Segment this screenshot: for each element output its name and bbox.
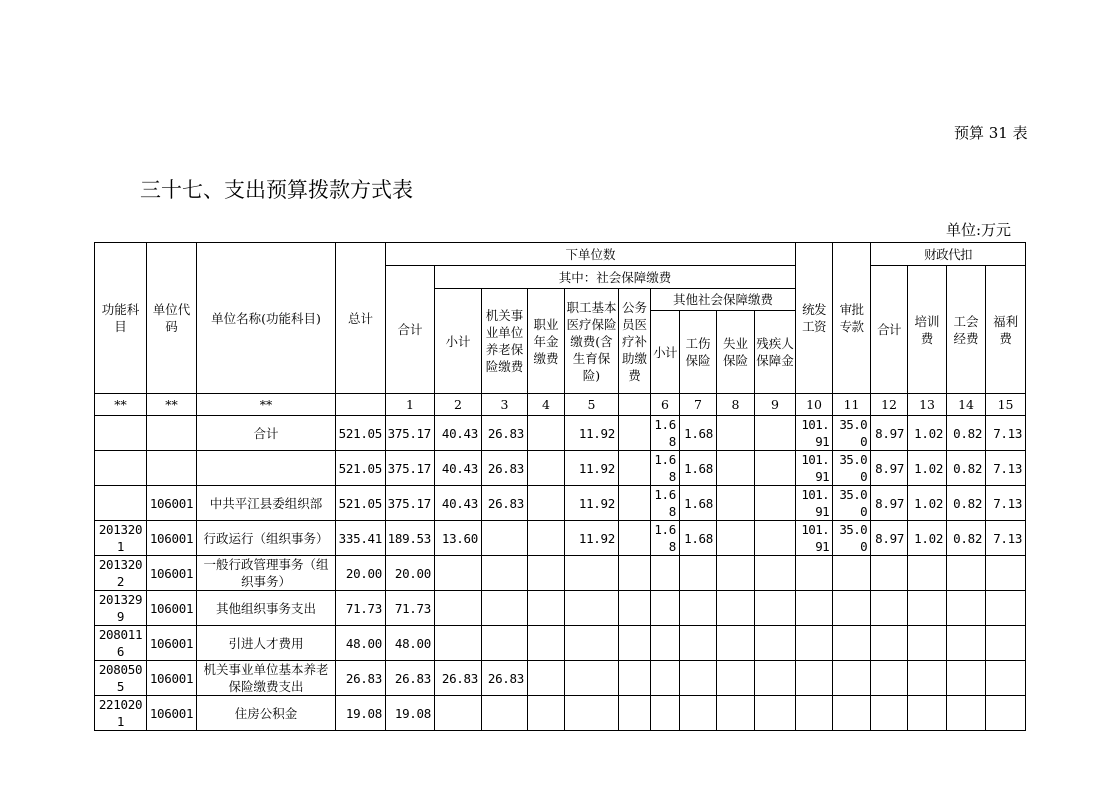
- value-cell: 20.00: [336, 556, 386, 591]
- value-cell: 8.97: [871, 451, 908, 486]
- index-cell: 12: [871, 394, 908, 416]
- value-cell: [833, 556, 871, 591]
- value-cell: 8.97: [871, 521, 908, 556]
- unit-code-cell: 106001: [147, 486, 197, 521]
- value-cell: [755, 556, 796, 591]
- value-cell: 7.13: [986, 486, 1026, 521]
- value-cell: 101.91: [796, 416, 833, 451]
- value-cell: [796, 696, 833, 731]
- value-cell: 0.82: [947, 486, 986, 521]
- value-cell: 1.02: [908, 521, 947, 556]
- value-cell: [908, 626, 947, 661]
- value-cell: [619, 556, 651, 591]
- value-cell: [435, 591, 482, 626]
- header-sub-total: 合计: [386, 266, 435, 394]
- value-cell: 26.83: [482, 416, 528, 451]
- value-cell: 101.91: [796, 486, 833, 521]
- value-cell: [717, 451, 755, 486]
- value-cell: [528, 416, 565, 451]
- value-cell: 521.05: [336, 486, 386, 521]
- value-cell: [833, 661, 871, 696]
- header-injury: 工伤保险: [680, 311, 717, 394]
- value-cell: [482, 626, 528, 661]
- value-cell: [482, 591, 528, 626]
- index-cell: 14: [947, 394, 986, 416]
- value-cell: [651, 626, 680, 661]
- index-cell: 11: [833, 394, 871, 416]
- value-cell: 20.00: [386, 556, 435, 591]
- index-cell: 9: [755, 394, 796, 416]
- unit-code-cell: 106001: [147, 521, 197, 556]
- unit-code-cell: 106001: [147, 696, 197, 731]
- index-cell: 15: [986, 394, 1026, 416]
- value-cell: [528, 451, 565, 486]
- value-cell: 48.00: [336, 626, 386, 661]
- value-cell: 7.13: [986, 451, 1026, 486]
- value-cell: [986, 696, 1026, 731]
- value-cell: [755, 451, 796, 486]
- header-ss-subtotal: 小计: [435, 289, 482, 394]
- value-cell: [833, 696, 871, 731]
- index-cell: **: [197, 394, 336, 416]
- value-cell: [565, 626, 619, 661]
- value-cell: 71.73: [336, 591, 386, 626]
- header-social-security: 其中：社会保障缴费: [435, 266, 796, 289]
- value-cell: 1.68: [680, 416, 717, 451]
- table-row: [95, 661, 1026, 696]
- value-cell: [482, 556, 528, 591]
- value-cell: [619, 696, 651, 731]
- value-cell: [755, 591, 796, 626]
- value-cell: 1.68: [651, 486, 680, 521]
- value-cell: 40.43: [435, 416, 482, 451]
- value-cell: [651, 591, 680, 626]
- value-cell: 0.82: [947, 451, 986, 486]
- table-row: [95, 591, 1026, 626]
- unit-name-cell: 行政运行（组织事务）: [197, 521, 336, 556]
- value-cell: [717, 486, 755, 521]
- value-cell: 40.43: [435, 451, 482, 486]
- index-cell: 2: [435, 394, 482, 416]
- value-cell: [908, 556, 947, 591]
- table-row: [95, 626, 1026, 661]
- value-cell: [619, 521, 651, 556]
- value-cell: 375.17: [386, 486, 435, 521]
- value-cell: [717, 556, 755, 591]
- header-sub-units: 下单位数: [386, 243, 796, 266]
- value-cell: 1.02: [908, 451, 947, 486]
- func-code-cell: 2080116: [95, 626, 147, 661]
- value-cell: 40.43: [435, 486, 482, 521]
- header-total: 总计: [336, 243, 386, 394]
- value-cell: [565, 591, 619, 626]
- value-cell: [871, 591, 908, 626]
- index-cell: 10: [796, 394, 833, 416]
- unit-code-cell: 106001: [147, 556, 197, 591]
- unit-code-cell: [147, 416, 197, 451]
- index-cell: **: [147, 394, 197, 416]
- value-cell: [565, 696, 619, 731]
- value-cell: 1.68: [680, 521, 717, 556]
- value-cell: [871, 696, 908, 731]
- value-cell: [528, 556, 565, 591]
- value-cell: 48.00: [386, 626, 435, 661]
- value-cell: [619, 626, 651, 661]
- table-row: [95, 451, 1026, 486]
- index-row: [95, 394, 1026, 416]
- value-cell: [565, 556, 619, 591]
- value-cell: 1.68: [651, 451, 680, 486]
- value-cell: 35.00: [833, 486, 871, 521]
- value-cell: [947, 696, 986, 731]
- value-cell: 375.17: [386, 416, 435, 451]
- func-code-cell: 2013299: [95, 591, 147, 626]
- table-body: [95, 416, 1026, 731]
- value-cell: [755, 661, 796, 696]
- value-cell: 101.91: [796, 521, 833, 556]
- value-cell: [619, 486, 651, 521]
- value-cell: 1.68: [651, 416, 680, 451]
- value-cell: [528, 696, 565, 731]
- value-cell: 26.83: [435, 661, 482, 696]
- value-cell: [755, 521, 796, 556]
- header-func-code: 功能科目: [95, 243, 147, 394]
- func-code-cell: 2013202: [95, 556, 147, 591]
- func-code-cell: 2013201: [95, 521, 147, 556]
- value-cell: 11.92: [565, 486, 619, 521]
- value-cell: 26.83: [336, 661, 386, 696]
- unit-code-cell: 106001: [147, 661, 197, 696]
- header-union: 工会经费: [947, 266, 986, 394]
- table-row: [95, 696, 1026, 731]
- value-cell: [717, 661, 755, 696]
- index-cell: 5: [565, 394, 619, 416]
- value-cell: 335.41: [336, 521, 386, 556]
- value-cell: 19.08: [386, 696, 435, 731]
- value-cell: [755, 626, 796, 661]
- value-cell: [947, 556, 986, 591]
- value-cell: [833, 591, 871, 626]
- value-cell: 1.68: [680, 451, 717, 486]
- header-unit-name: 单位名称(功能科目): [197, 243, 336, 394]
- unit-name-cell: 机关事业单位基本养老保险缴费支出: [197, 661, 336, 696]
- table-row: [95, 416, 1026, 451]
- value-cell: [908, 696, 947, 731]
- value-cell: 0.82: [947, 416, 986, 451]
- unit-name-cell: 引进人才费用: [197, 626, 336, 661]
- value-cell: 35.00: [833, 451, 871, 486]
- index-cell: 4: [528, 394, 565, 416]
- header-unit-code: 单位代码: [147, 243, 197, 394]
- value-cell: [528, 591, 565, 626]
- table-row: [95, 486, 1026, 521]
- value-cell: 375.17: [386, 451, 435, 486]
- value-cell: [871, 556, 908, 591]
- index-cell: 1: [386, 394, 435, 416]
- header-civil-medical: 公务员医疗补助缴费: [619, 289, 651, 394]
- value-cell: [619, 591, 651, 626]
- value-cell: [680, 661, 717, 696]
- value-cell: [871, 626, 908, 661]
- unit-code-cell: 106001: [147, 626, 197, 661]
- value-cell: 521.05: [336, 416, 386, 451]
- unit-name-cell: 合计: [197, 416, 336, 451]
- value-cell: 7.13: [986, 416, 1026, 451]
- index-cell: 6: [651, 394, 680, 416]
- index-cell: **: [95, 394, 147, 416]
- value-cell: [947, 591, 986, 626]
- value-cell: [619, 451, 651, 486]
- header-welfare: 福利费: [986, 266, 1026, 394]
- func-code-cell: [95, 451, 147, 486]
- header-fd-total: 合计: [871, 266, 908, 394]
- value-cell: [796, 591, 833, 626]
- value-cell: [717, 521, 755, 556]
- value-cell: 7.13: [986, 521, 1026, 556]
- unit-name-cell: 一般行政管理事务（组织事务）: [197, 556, 336, 591]
- value-cell: 101.91: [796, 451, 833, 486]
- value-cell: [717, 696, 755, 731]
- unit-code-cell: 106001: [147, 591, 197, 626]
- value-cell: [528, 486, 565, 521]
- value-cell: [680, 696, 717, 731]
- value-cell: 521.05: [336, 451, 386, 486]
- header-unified-salary: 统发工资: [796, 243, 833, 394]
- value-cell: [435, 556, 482, 591]
- value-cell: [565, 661, 619, 696]
- value-cell: [796, 661, 833, 696]
- value-cell: [986, 556, 1026, 591]
- value-cell: 1.02: [908, 486, 947, 521]
- value-cell: [482, 521, 528, 556]
- page-title: 三十七、支出预算拨款方式表: [140, 178, 413, 202]
- value-cell: 19.08: [336, 696, 386, 731]
- header-training: 培训费: [908, 266, 947, 394]
- value-cell: 189.53: [386, 521, 435, 556]
- value-cell: [755, 696, 796, 731]
- value-cell: [528, 626, 565, 661]
- value-cell: [482, 696, 528, 731]
- value-cell: 26.83: [386, 661, 435, 696]
- value-cell: [435, 626, 482, 661]
- value-cell: [796, 556, 833, 591]
- value-cell: [619, 661, 651, 696]
- value-cell: [871, 661, 908, 696]
- form-number: 预算 31 表: [954, 124, 1028, 142]
- header-other-subtotal: 小计: [651, 311, 680, 394]
- value-cell: [651, 661, 680, 696]
- value-cell: 35.00: [833, 416, 871, 451]
- value-cell: 11.92: [565, 451, 619, 486]
- value-cell: [717, 416, 755, 451]
- value-cell: [717, 591, 755, 626]
- unit-name-cell: 中共平江县委组织部: [197, 486, 336, 521]
- value-cell: [680, 626, 717, 661]
- value-cell: 1.68: [651, 521, 680, 556]
- value-cell: 35.00: [833, 521, 871, 556]
- value-cell: [528, 661, 565, 696]
- func-code-cell: 2080505: [95, 661, 147, 696]
- value-cell: [680, 556, 717, 591]
- value-cell: [947, 626, 986, 661]
- value-cell: 8.97: [871, 486, 908, 521]
- unit-name-cell: [197, 451, 336, 486]
- index-cell: 3: [482, 394, 528, 416]
- table-row: [95, 556, 1026, 591]
- unit-name-cell: 住房公积金: [197, 696, 336, 731]
- value-cell: 0.82: [947, 521, 986, 556]
- value-cell: 1.68: [680, 486, 717, 521]
- value-cell: 1.02: [908, 416, 947, 451]
- value-cell: [833, 626, 871, 661]
- value-cell: [755, 416, 796, 451]
- unit-label: 单位:万元: [946, 221, 1012, 239]
- index-cell: 13: [908, 394, 947, 416]
- value-cell: 13.60: [435, 521, 482, 556]
- value-cell: [651, 696, 680, 731]
- value-cell: [435, 696, 482, 731]
- func-code-cell: [95, 486, 147, 521]
- func-code-cell: 2210201: [95, 696, 147, 731]
- index-cell: 7: [680, 394, 717, 416]
- value-cell: [986, 591, 1026, 626]
- index-cell: [336, 394, 386, 416]
- value-cell: [986, 661, 1026, 696]
- header-other-ss: 其他社会保障缴费: [651, 289, 796, 311]
- header-disabled: 残疾人保障金: [755, 311, 796, 394]
- unit-code-cell: [147, 451, 197, 486]
- header-fiscal-deduct: 财政代扣: [871, 243, 1026, 266]
- value-cell: [528, 521, 565, 556]
- func-code-cell: [95, 416, 147, 451]
- value-cell: [908, 661, 947, 696]
- value-cell: 11.92: [565, 416, 619, 451]
- header-annuity: 职业年金缴费: [528, 289, 565, 394]
- header-unemployment: 失业保险: [717, 311, 755, 394]
- index-cell: [619, 394, 651, 416]
- value-cell: 26.83: [482, 451, 528, 486]
- value-cell: 26.83: [482, 486, 528, 521]
- value-cell: [717, 626, 755, 661]
- header-approved-funds: 审批专款: [833, 243, 871, 394]
- value-cell: 26.83: [482, 661, 528, 696]
- value-cell: [908, 591, 947, 626]
- value-cell: [796, 626, 833, 661]
- header-pension: 机关事业单位养老保险缴费: [482, 289, 528, 394]
- value-cell: [986, 626, 1026, 661]
- value-cell: [680, 591, 717, 626]
- value-cell: [755, 486, 796, 521]
- table-row: [95, 521, 1026, 556]
- header-medical: 职工基本医疗保险缴费(含生育保险): [565, 289, 619, 394]
- value-cell: 11.92: [565, 521, 619, 556]
- value-cell: 71.73: [386, 591, 435, 626]
- value-cell: [947, 661, 986, 696]
- budget-table: [94, 242, 1026, 731]
- unit-name-cell: 其他组织事务支出: [197, 591, 336, 626]
- value-cell: 8.97: [871, 416, 908, 451]
- value-cell: [619, 416, 651, 451]
- value-cell: [651, 556, 680, 591]
- index-cell: 8: [717, 394, 755, 416]
